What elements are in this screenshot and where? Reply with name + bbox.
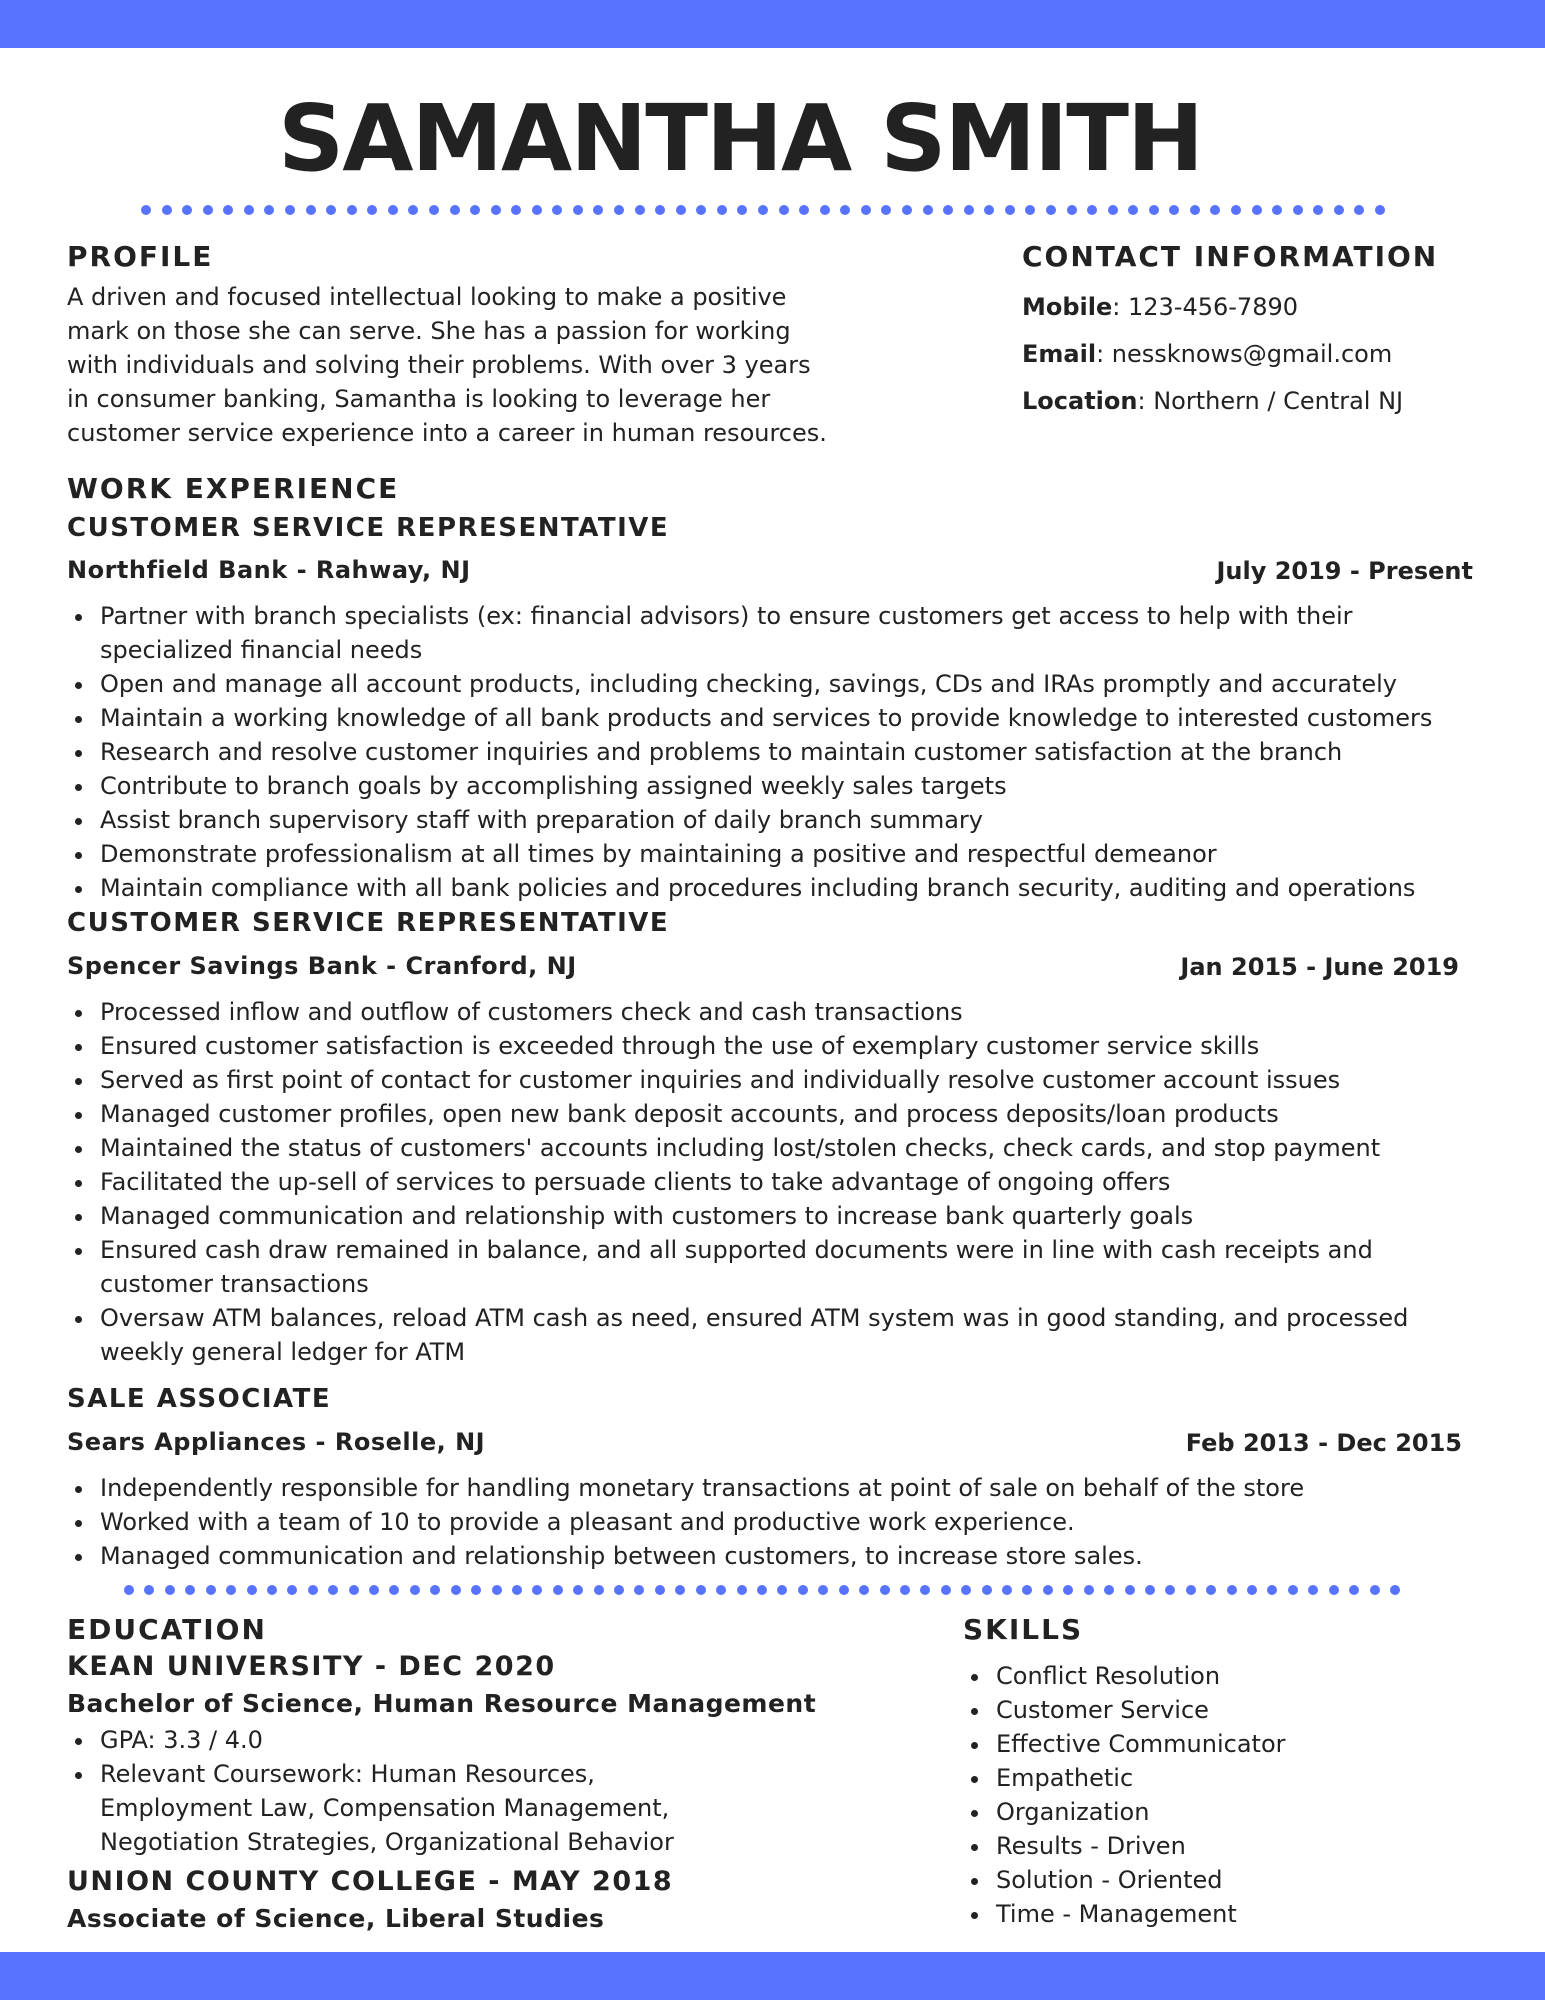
skill-item: Customer Service — [963, 1693, 1286, 1727]
divider-dot — [141, 205, 151, 215]
divider-dot — [900, 1585, 910, 1595]
list-item: Maintain compliance with all bank policies and procedures including branch security, auditing and operations — [67, 871, 1432, 905]
list-item: Research and resolve customer inquiries and problems to maintain customer satisfaction at the branch — [67, 735, 1432, 769]
job-title: CUSTOMER SERVICE REPRESENTATIVE — [67, 513, 670, 543]
contact-location — [1022, 386, 1403, 416]
list-item: Relevant Coursework: Human Resources, Employment Law, Compensation Management, Negotiation Strategies, Organizational Behavior — [67, 1757, 674, 1859]
list-item: Ensured cash draw remained in balance, and all supported documents were in line with cash receipts and customer transactions — [67, 1233, 1408, 1301]
divider-dot — [389, 1585, 399, 1595]
divider-dot — [840, 205, 850, 215]
list-item: Processed inflow and outflow of customers check and cash transactions — [67, 995, 1408, 1029]
divider-dot — [1334, 205, 1344, 215]
divider-dot — [1025, 205, 1035, 215]
divider-dot — [1063, 1585, 1073, 1595]
divider-dot — [451, 1585, 461, 1595]
skill-item: Empathetic — [963, 1761, 1286, 1795]
divider-dot — [552, 205, 562, 215]
profile-summary — [67, 280, 867, 450]
list-item: Assist branch supervisory staff with preparation of daily branch summary — [67, 803, 1432, 837]
divider-dot — [1370, 1585, 1380, 1595]
divider-dot — [1165, 1585, 1175, 1595]
list-item: Partner with branch specialists (ex: financial advisors) to ensure customers get access to help with their specialized financial needs — [67, 599, 1432, 667]
location-label: Location — [1022, 387, 1138, 415]
divider-dot — [923, 205, 933, 215]
divider-dot — [369, 1585, 379, 1595]
school-name: UNION COUNTY COLLEGE - MAY 2018 — [67, 1866, 674, 1897]
contact-email — [1022, 339, 1392, 369]
profile-line: customer service experience into a career in human resources. — [67, 419, 827, 447]
divider-dot — [920, 1585, 930, 1595]
email-label: Email — [1022, 340, 1097, 368]
list-item: Maintain a working knowledge of all bank products and services to provide knowledge to interested customers — [67, 701, 1432, 735]
job-employer: Sears Appliances - Roselle, NJ — [67, 1428, 486, 1456]
list-item: Managed customer profiles, open new bank deposit accounts, and process deposits/loan products — [67, 1097, 1408, 1131]
divider-dot — [471, 1585, 481, 1595]
degree: Associate of Science, Liberal Studies — [67, 1904, 605, 1933]
divider-dot — [880, 1585, 890, 1595]
divider-dot — [696, 1585, 706, 1595]
job-dates: July 2019 - Present — [1216, 557, 1473, 585]
divider-dot — [1349, 1585, 1359, 1595]
divider-dot — [388, 205, 398, 215]
divider-dot — [675, 1585, 685, 1595]
divider-dot — [961, 1585, 971, 1595]
skills-list — [963, 1659, 1286, 1931]
email-value: : nessknows@gmail.com — [1096, 340, 1393, 368]
divider-dot — [573, 1585, 583, 1595]
divider-dot — [349, 1585, 359, 1595]
divider-dot — [1067, 205, 1077, 215]
list-item: Ensured customer satisfaction is exceeded through the use of exemplary customer service skills — [67, 1029, 1408, 1063]
divider-dot — [861, 205, 871, 215]
divider-dot — [1145, 1585, 1155, 1595]
list-item: Maintained the status of customers' accounts including lost/stolen checks, check cards, and stop payment — [67, 1131, 1408, 1165]
divider-dot — [287, 1585, 297, 1595]
divider-dot — [1125, 1585, 1135, 1595]
skill-item: Solution - Oriented — [963, 1863, 1286, 1897]
divider-dot — [450, 205, 460, 215]
work-experience-heading: WORK EXPERIENCE — [67, 472, 400, 505]
divider-dot — [1293, 205, 1303, 215]
divider-dot — [1206, 1585, 1216, 1595]
divider-dot — [943, 205, 953, 215]
skill-item: Time - Management — [963, 1897, 1286, 1931]
divider-dot — [1227, 1585, 1237, 1595]
divider-dot — [1190, 205, 1200, 215]
divider-dot — [594, 1585, 604, 1595]
top-accent-bar — [0, 0, 1545, 48]
divider-dot — [614, 205, 624, 215]
divider-dot — [470, 205, 480, 215]
divider-dot — [818, 1585, 828, 1595]
skill-item: Results - Driven — [963, 1829, 1286, 1863]
divider-dot — [1084, 1585, 1094, 1595]
divider-dot — [367, 205, 377, 215]
school-name: KEAN UNIVERSITY - DEC 2020 — [67, 1651, 556, 1682]
list-item: Open and manage all account products, including checking, savings, CDs and IRAs promptly and accurately — [67, 667, 1432, 701]
divider-dot — [124, 1585, 134, 1595]
divider-dot — [717, 205, 727, 215]
profile-line: A driven and focused intellectual looking to make a positive — [67, 283, 787, 311]
list-item: Oversaw ATM balances, reload ATM cash as need, ensured ATM system was in good standing, and processed weekly general ledger for ATM — [67, 1301, 1408, 1369]
divider-dot — [635, 205, 645, 215]
list-item: Contribute to branch goals by accomplishing assigned weekly sales targets — [67, 769, 1432, 803]
divider-dot — [144, 1585, 154, 1595]
divider-dot — [1043, 1585, 1053, 1595]
divider-dot — [1390, 1585, 1400, 1595]
divider-dot — [430, 1585, 440, 1595]
mobile-value: : 123-456-7890 — [1112, 293, 1299, 321]
divider-dot — [492, 1585, 502, 1595]
divider-dot — [941, 1585, 951, 1595]
divider-dot — [902, 205, 912, 215]
profile-line: in consumer banking, Samantha is looking to leverage her — [67, 385, 771, 413]
divider-dot — [308, 1585, 318, 1595]
list-item: Managed communication and relationship between customers, to increase store sales. — [67, 1539, 1304, 1573]
list-item: Worked with a team of 10 to provide a pleasant and productive work experience. — [67, 1505, 1304, 1539]
divider-dot — [532, 205, 542, 215]
divider-dot — [1231, 205, 1241, 215]
divider-dot — [410, 1585, 420, 1595]
contact-mobile — [1022, 292, 1298, 322]
divider-dot — [1002, 1585, 1012, 1595]
list-item: Independently responsible for handling monetary transactions at point of sale on behalf of the store — [67, 1471, 1304, 1505]
divider-dot — [165, 1585, 175, 1595]
job-duties-list — [67, 1471, 1304, 1573]
divider-dot — [1149, 205, 1159, 215]
degree: Bachelor of Science, Human Resource Management — [67, 1689, 817, 1718]
divider-dot — [1087, 205, 1097, 215]
bottom-accent-bar — [0, 1952, 1545, 2000]
mobile-label: Mobile — [1022, 293, 1113, 321]
job-title: SALE ASSOCIATE — [67, 1384, 332, 1414]
divider-dot — [839, 1585, 849, 1595]
divider-dot — [1022, 1585, 1032, 1595]
divider-dot — [1375, 205, 1385, 215]
divider-dot — [573, 205, 583, 215]
divider-dot — [306, 205, 316, 215]
divider-dot — [1005, 205, 1015, 215]
divider-dot — [820, 205, 830, 215]
divider-dot — [408, 205, 418, 215]
divider-dot — [553, 1585, 563, 1595]
job-duties-list — [67, 995, 1408, 1369]
divider-dot — [758, 205, 768, 215]
divider-dot — [779, 205, 789, 215]
education-details-list — [67, 1723, 674, 1859]
divider-dot — [1186, 1585, 1196, 1595]
divider-dot — [491, 205, 501, 215]
divider-dot — [1252, 205, 1262, 215]
divider-dot — [1247, 1585, 1257, 1595]
divider-dot — [799, 205, 809, 215]
divider-dot — [429, 205, 439, 215]
job-dates: Feb 2013 - Dec 2015 — [1185, 1429, 1462, 1457]
divider-dot — [247, 1585, 257, 1595]
divider-dot — [614, 1585, 624, 1595]
divider-dot — [511, 205, 521, 215]
divider-dot — [244, 205, 254, 215]
divider-dot — [1104, 1585, 1114, 1595]
divider-dot — [655, 1585, 665, 1595]
divider-dot — [982, 1585, 992, 1595]
skills-heading: SKILLS — [963, 1613, 1084, 1646]
skill-item: Organization — [963, 1795, 1286, 1829]
divider-dot — [984, 205, 994, 215]
divider-dot — [716, 1585, 726, 1595]
divider-dot — [1288, 1585, 1298, 1595]
profile-line: mark on those she can serve. She has a passion for working — [67, 317, 791, 345]
divider-dot — [512, 1585, 522, 1595]
divider-dot — [206, 1585, 216, 1595]
divider-dot — [1272, 205, 1282, 215]
divider-dot — [1329, 1585, 1339, 1595]
list-item: Demonstrate professionalism at all times by maintaining a positive and respectful demeanor — [67, 837, 1432, 871]
divider-dot — [328, 1585, 338, 1595]
divider-dot — [226, 1585, 236, 1595]
divider-dot — [347, 205, 357, 215]
divider-dot — [223, 205, 233, 215]
divider-dot — [1354, 205, 1364, 215]
divider-dot — [264, 205, 274, 215]
divider-dot — [798, 1585, 808, 1595]
list-item: Facilitated the up-sell of services to persuade clients to take advantage of ongoing offers — [67, 1165, 1408, 1199]
divider-dot — [964, 205, 974, 215]
skill-item: Effective Communicator — [963, 1727, 1286, 1761]
job-employer: Spencer Savings Bank - Cranford, NJ — [67, 952, 577, 980]
divider-dot — [285, 205, 295, 215]
job-employer: Northfield Bank - Rahway, NJ — [67, 556, 471, 584]
divider-dot — [1128, 205, 1138, 215]
contact-heading: CONTACT INFORMATION — [1022, 240, 1439, 273]
list-item: Managed communication and relationship with customers to increase bank quarterly goals — [67, 1199, 1408, 1233]
dotted-divider-top — [141, 205, 1385, 215]
candidate-name: SAMANTHA SMITH — [278, 85, 1202, 192]
divider-dot — [676, 205, 686, 215]
divider-dot — [634, 1585, 644, 1595]
divider-dot — [162, 205, 172, 215]
job-title: CUSTOMER SERVICE REPRESENTATIVE — [67, 908, 670, 938]
divider-dot — [1308, 1585, 1318, 1595]
job-duties-list — [67, 599, 1432, 905]
divider-dot — [696, 205, 706, 215]
divider-dot — [1108, 205, 1118, 215]
divider-dot — [859, 1585, 869, 1595]
divider-dot — [757, 1585, 767, 1595]
profile-heading: PROFILE — [67, 240, 214, 273]
divider-dot — [532, 1585, 542, 1595]
divider-dot — [182, 205, 192, 215]
divider-dot — [1210, 205, 1220, 215]
skill-item: Conflict Resolution — [963, 1659, 1286, 1693]
divider-dot — [881, 205, 891, 215]
divider-dot — [655, 205, 665, 215]
list-item: GPA: 3.3 / 4.0 — [67, 1723, 674, 1757]
divider-dot — [203, 205, 213, 215]
divider-dot — [1046, 205, 1056, 215]
divider-dot — [777, 1585, 787, 1595]
divider-dot — [185, 1585, 195, 1595]
location-value: : Northern / Central NJ — [1137, 387, 1404, 415]
divider-dot — [1169, 205, 1179, 215]
divider-dot — [326, 205, 336, 215]
divider-dot — [737, 1585, 747, 1595]
list-item: Served as first point of contact for customer inquiries and individually resolve customer account issues — [67, 1063, 1408, 1097]
divider-dot — [737, 205, 747, 215]
education-heading: EDUCATION — [67, 1613, 267, 1646]
divider-dot — [267, 1585, 277, 1595]
profile-line: with individuals and solving their problems. With over 3 years — [67, 351, 811, 379]
dotted-divider-bottom — [124, 1585, 1400, 1595]
divider-dot — [1313, 205, 1323, 215]
job-dates: Jan 2015 - June 2019 — [1180, 953, 1459, 981]
divider-dot — [593, 205, 603, 215]
divider-dot — [1267, 1585, 1277, 1595]
